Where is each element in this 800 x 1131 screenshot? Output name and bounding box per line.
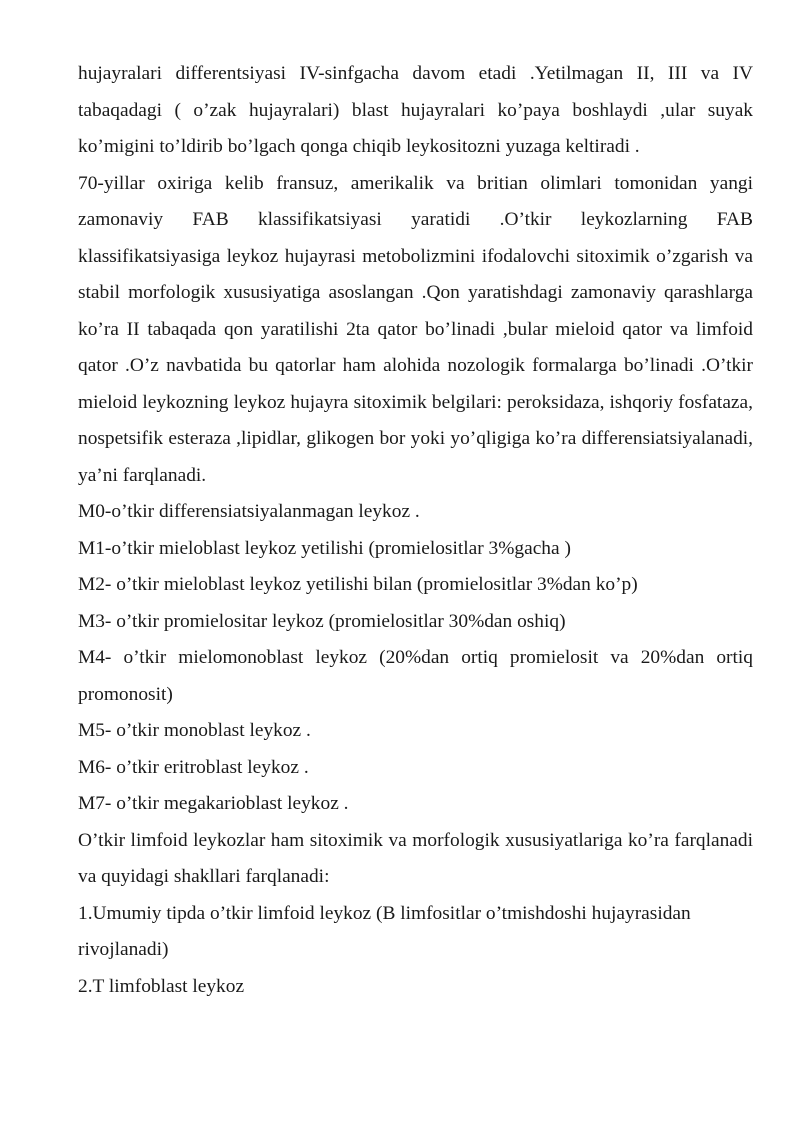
paragraph-cell-differentiation: hujayralari differentsiyasi IV-sinfgacha davom etadi .Yetilmagan II, III va IV tabaqadagi ( o’zak hujayralari) blast hujayralari ko’paya boshlaydi ,ular suyak ko’migini to’ldirib bo’lgach qonga chiqib leykositozni yuzaga keltiradi . [78,63,753,157]
paragraph-lymphoid-intro: O’tkir limfoid leykozlar ham sitoximik va morfologik xususiyatlariga ko’ra farqlanadi va quyidagi shakllari farqlanadi: [78,829,753,887]
list-item-m7: M7- o’tkir megakarioblast leykoz . [78,793,349,814]
list-item-m5: M5- o’tkir monoblast leykoz . [78,720,311,741]
list-item-m1: M1-o’tkir mieloblast leykoz yetilishi (promielositlar 3%gacha ) [78,537,571,559]
list-item-m6: M6- o’tkir eritroblast leykoz . [78,756,309,778]
list-item-m0: M0-o’tkir differensiatsiyalanmagan leykoz . [78,501,420,522]
document-page [78,56,753,1005]
list-item-m4: M4- o’tkir mielomonoblast leykoz (20%dan ortiq promielosit va 20%dan ortiq promonosit) [78,647,753,705]
list-item-m3: M3- o’tkir promielositar leykoz (promielositlar 30%dan oshiq) [78,610,566,632]
list-item-m2: M2- o’tkir mieloblast leykoz yetilishi bilan (promielositlar 3%dan ko’p) [78,574,638,595]
list-item-lymphoid-1: 1.Umumiy tipda o’tkir limfoid leykoz (B limfositlar o’tmishdoshi hujayrasidan rivojlanadi) [78,902,691,960]
paragraph-fab-classification: 70-yillar oxiriga kelib fransuz, amerikalik va britian olimlari tomonidan yangi zamonaviy FAB klassifikatsiyasi yaratidi .O’tkir leykozlarning FAB klassifikatsiyasiga leykoz hujayrasi metobolizmini ifodalovchi sitoximik o’zgarish va stabil morfologik xususiyatiga asoslangan .Qon yaratishdagi zamonaviy qarashlarga ko’ra II tabaqada qon yaratilishi 2ta qator bo’linadi ,bular mieloid qator va limfoid qator .O’z navbatida bu qatorlar ham alohida nozologik formalarga bo’linadi .O’tkir mieloid leykozning leykoz hujayra sitoximik belgilari: peroksidaza, ishqoriy fosfataza, nospetsifik esteraza ,lipidlar, glikogen bor yoki yo’qligiga ko’ra differensiatsiyalanadi, ya’ni farqlanadi. [78,172,753,486]
list-item-lymphoid-2: 2.T limfoblast leykoz [78,975,245,997]
